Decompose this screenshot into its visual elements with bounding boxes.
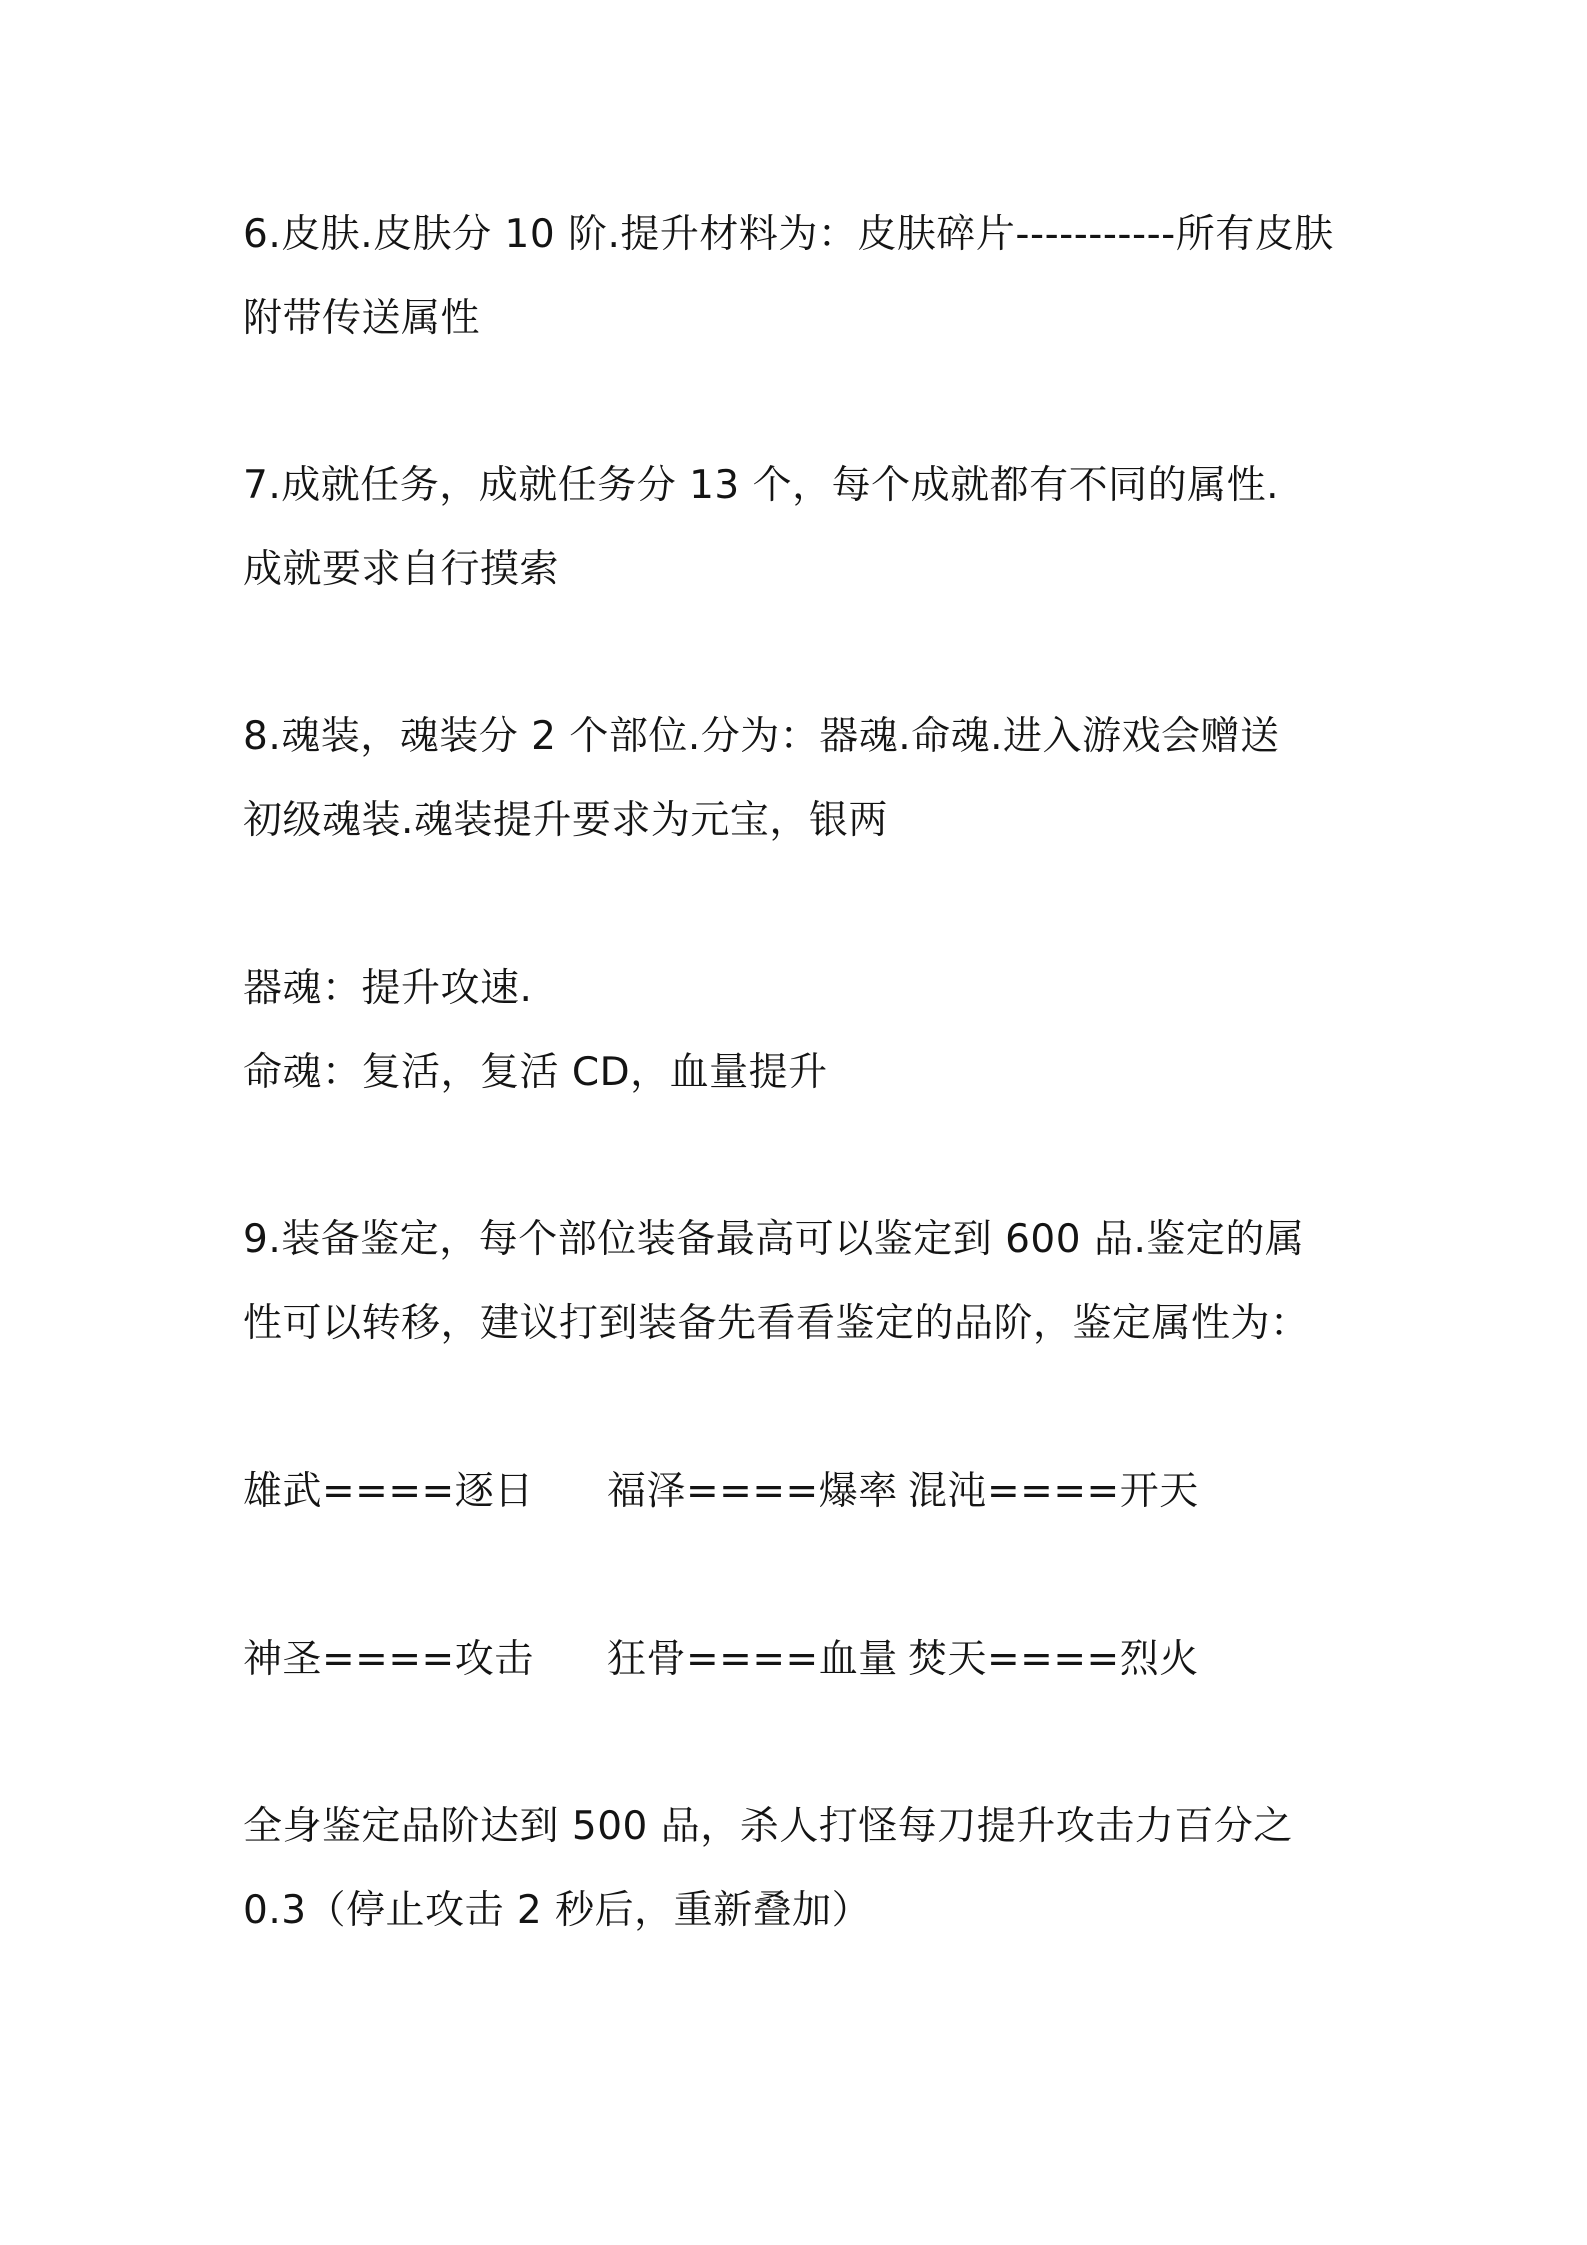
section-6-line-2: 附带传送属性 [243,296,481,341]
section-9-line-2: 性可以转移，建议打到装备先看看鉴定的品阶，鉴定属性为： [243,1301,1310,1346]
section-9-line-1: 9.装备鉴定，每个部位装备最高可以鉴定到 600 品.鉴定的属 [243,1217,1305,1262]
soul-life-line: 命魂：复活，复活 CD，血量提升 [243,1050,828,1095]
appraisal-cell: 混沌====开天 [908,1469,1199,1514]
section-8-line-1: 8.魂装，魂装分 2 个部位.分为：器魂.命魂.进入游戏会赠送 [243,714,1280,759]
appraisal-cell: 神圣====攻击 [243,1637,534,1682]
appraisal-cell: 福泽====爆率 [607,1469,898,1514]
closing-line-2: 0.3（停止攻击 2 秒后，重新叠加） [243,1888,872,1933]
appraisal-cell: 焚天====烈火 [908,1637,1199,1682]
section-8-line-2: 初级魂装.魂装提升要求为元宝，银两 [243,798,888,843]
appraisal-cell: 狂骨====血量 [607,1637,898,1682]
section-6-line-1: 6.皮肤.皮肤分 10 阶.提升材料为：皮肤碎片-----------所有皮肤 [243,212,1334,257]
soul-weapon-line: 器魂：提升攻速. [243,966,533,1011]
section-7-line-1: 7.成就任务，成就任务分 13 个，每个成就都有不同的属性. [243,463,1280,508]
section-7-line-2: 成就要求自行摸索 [243,547,560,592]
appraisal-cell: 雄武====逐日 [243,1469,534,1514]
closing-line-1: 全身鉴定品阶达到 500 品，杀人打怪每刀提升攻击力百分之 [243,1804,1293,1849]
